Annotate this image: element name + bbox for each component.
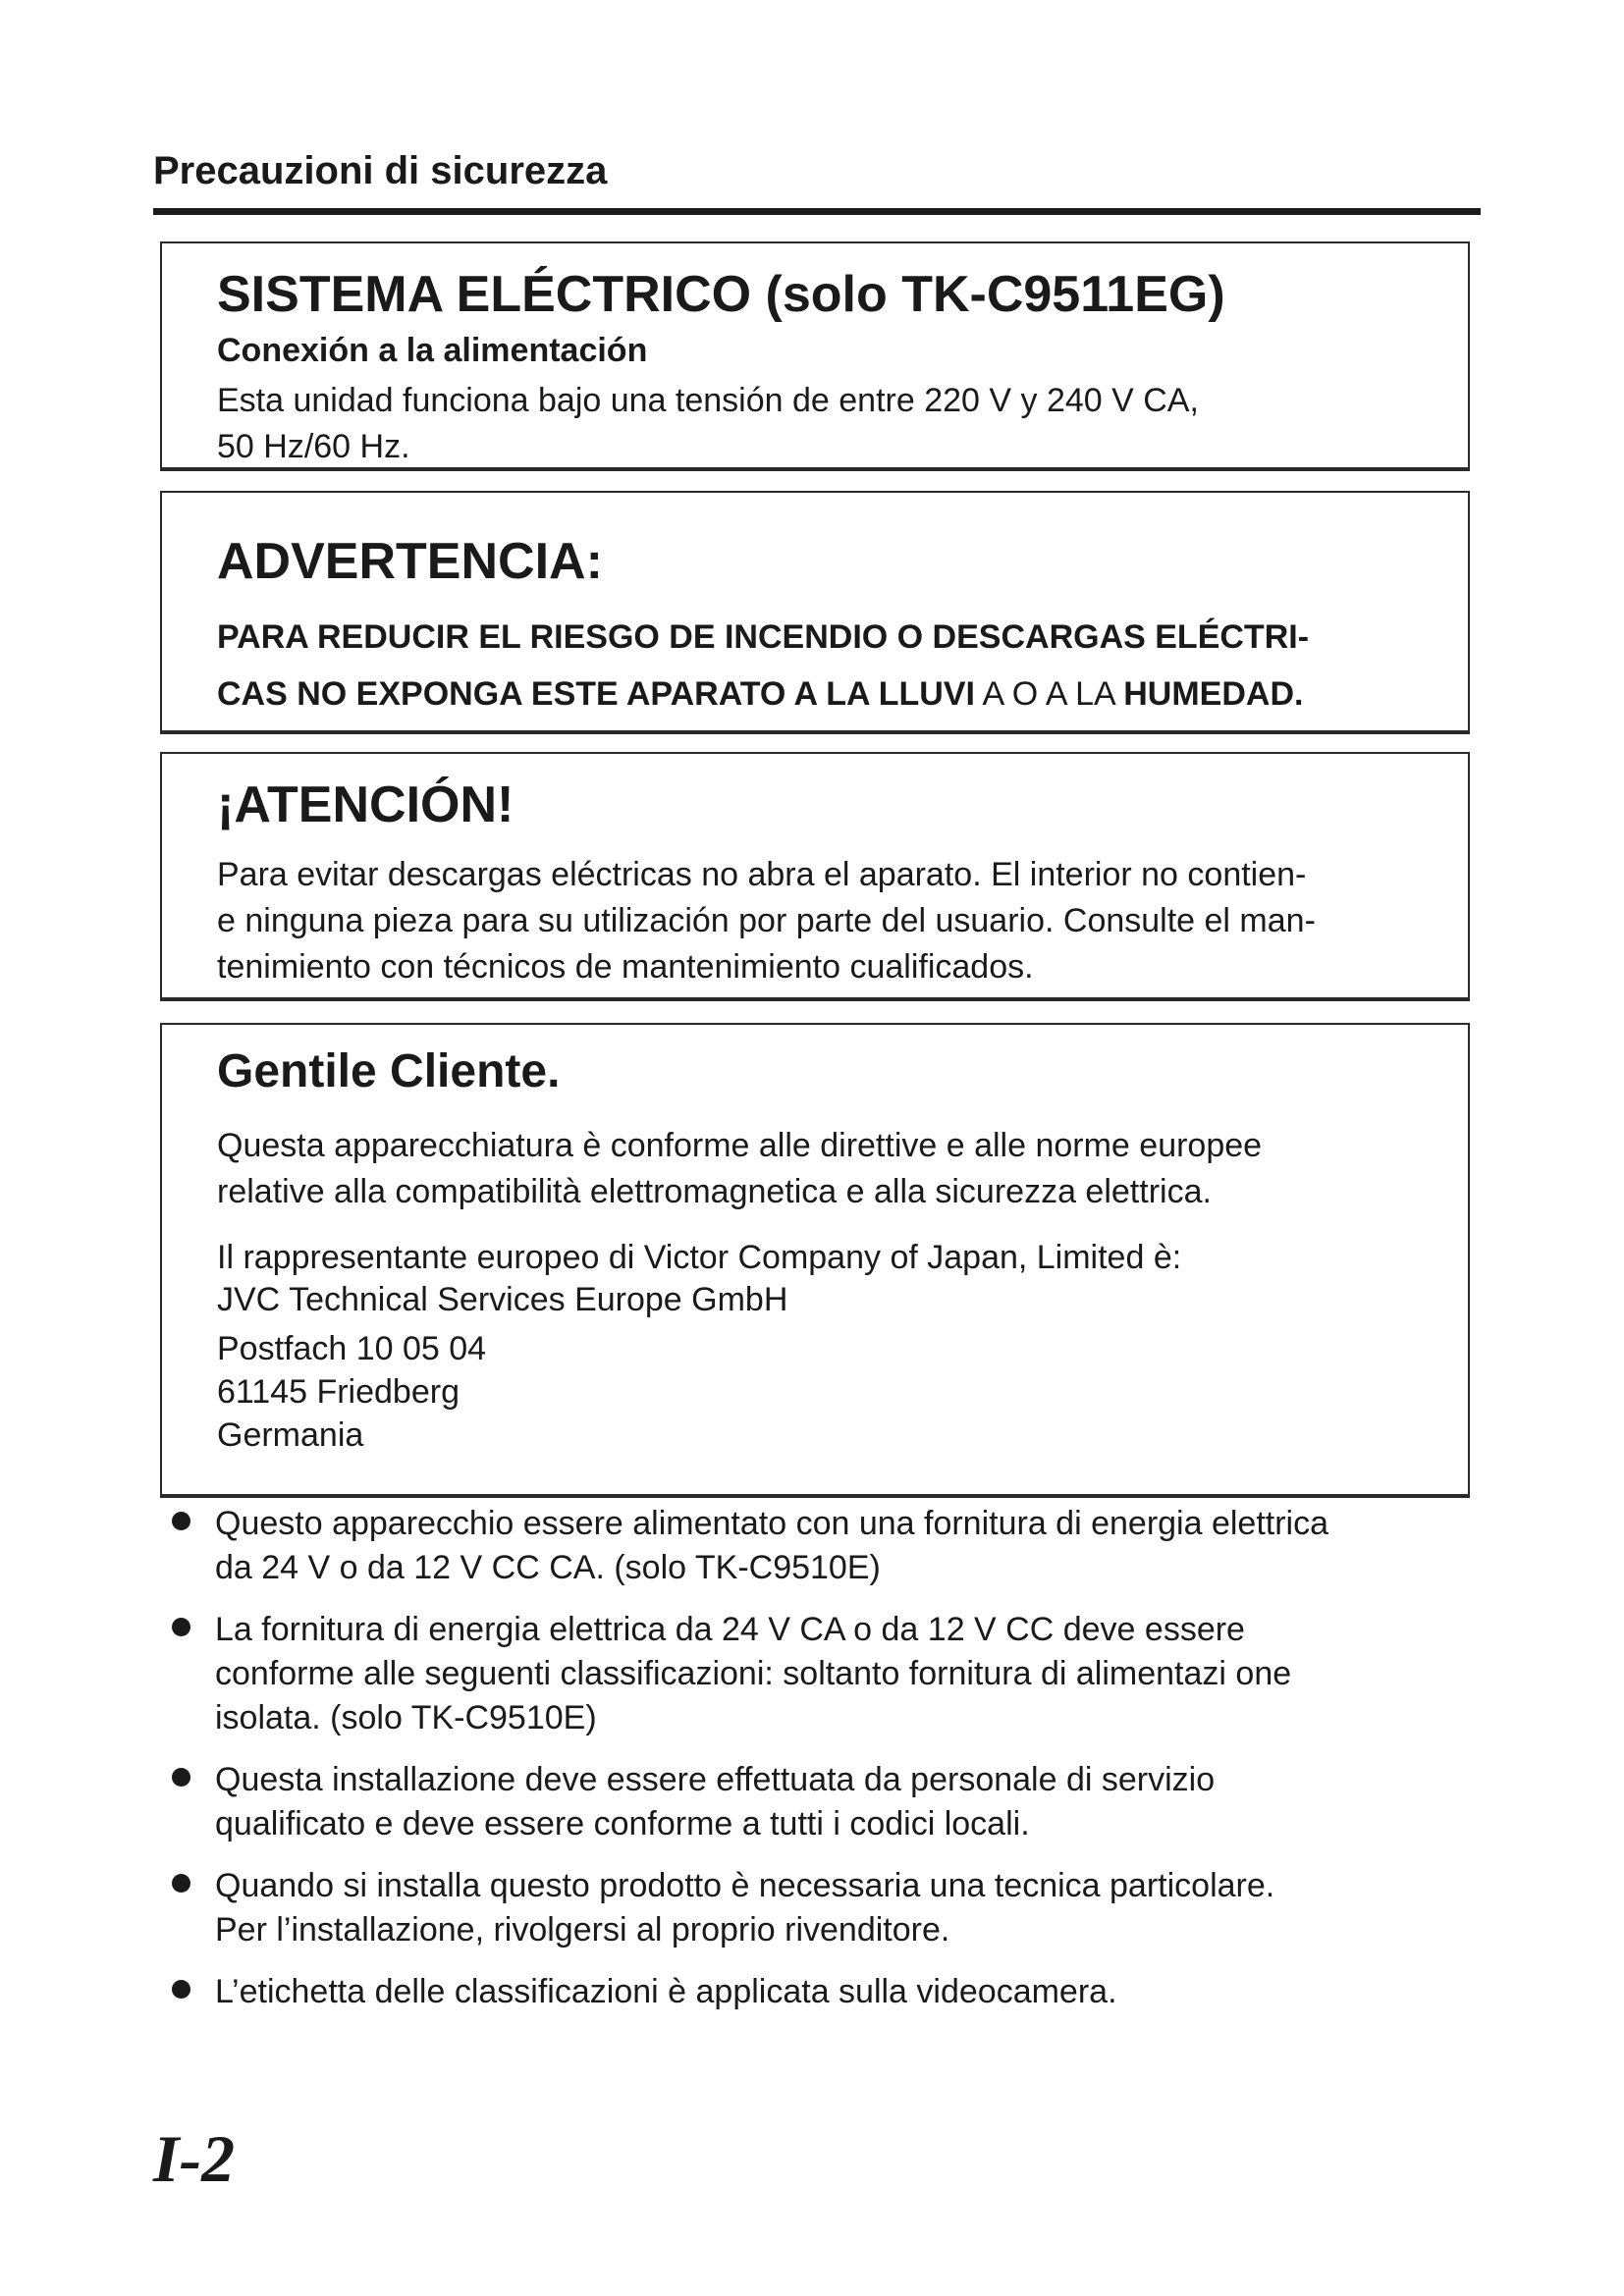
customer-title: Gentile Cliente. (217, 1045, 561, 1097)
section-header: Precauzioni di sicurezza (153, 149, 608, 192)
customer-address-line2: 61145 Friedberg (217, 1373, 460, 1411)
bullet-line: Per l’installazione, rivolgersi al proprio rivenditore. (215, 1911, 950, 1949)
customer-p2-line1: Il rappresentante europeo di Victor Company of Japan, Limited è: (217, 1239, 1182, 1276)
header-rule (153, 208, 1481, 215)
warning-title: ADVERTENCIA: (217, 533, 603, 590)
bullet-item (172, 1970, 1458, 2014)
page-number: I-2 (153, 2121, 236, 2196)
customer-address-line3: Germania (217, 1416, 364, 1454)
bullet-item (172, 1502, 1458, 1590)
warning-line1: PARA REDUCIR EL RIESGO DE INCENDIO O DESCARGAS ELÉCTRI- (217, 618, 1310, 656)
bullet-item (172, 1864, 1458, 1952)
warning-line2 (217, 666, 1429, 722)
attention-line2: e ninguna pieza para su utilización por parte del usuario. Consulte el man- (217, 902, 1316, 939)
bullet-dot-icon (172, 1874, 190, 1893)
bullet-item (172, 1758, 1458, 1846)
customer-paragraph-1 (217, 1123, 1429, 1215)
customer-paragraph-2 (217, 1237, 1429, 1321)
bullet-line: Questo apparecchio essere alimentato con una fornitura di energia elettrica (215, 1505, 1329, 1542)
customer-address-line1: Postfach 10 05 04 (217, 1330, 487, 1367)
bullet-list (172, 1502, 1458, 2032)
bullet-item (172, 1608, 1458, 1740)
warning-line2-normal: A O A LA (974, 675, 1124, 713)
bullet-line: conforme alle seguenti classificazioni: soltanto fornitura di alimentazi one (215, 1655, 1292, 1692)
bullet-dot-icon (172, 1512, 190, 1530)
bullet-line: qualificato e deve essere conforme a tutti i codici locali. (215, 1805, 1030, 1842)
warning-box (160, 491, 1470, 734)
attention-box (160, 752, 1470, 1001)
bullet-line: Quando si installa questo prodotto è necessaria una tecnica particolare. (215, 1867, 1275, 1904)
electrical-box (160, 241, 1470, 471)
customer-box (160, 1023, 1470, 1498)
bullet-dot-icon (172, 1618, 190, 1636)
attention-title: ¡ATENCIÓN! (217, 776, 514, 833)
electrical-text-line2: 50 Hz/60 Hz. (217, 428, 410, 465)
bullet-dot-icon (172, 1768, 190, 1787)
warning-line2-bold: CAS NO EXPONGA ESTE APARATO A LA LLUVI (217, 675, 975, 713)
bullet-dot-icon (172, 1980, 190, 1999)
customer-p2-line2: JVC Technical Services Europe GmbH (217, 1281, 788, 1318)
attention-line1: Para evitar descargas eléctricas no abra el aparato. El interior no contien- (217, 856, 1307, 893)
attention-text (217, 852, 1429, 990)
warning-text (217, 609, 1429, 722)
bullet-line: L’etichetta delle classificazioni è applicata sulla videocamera. (215, 1973, 1117, 2010)
customer-p1-line2: relative alla compatibilità elettromagnetica e alla sicurezza elettrica. (217, 1173, 1212, 1210)
customer-p1-line1: Questa apparecchiatura è conforme alle direttive e alle norme europee (217, 1127, 1263, 1164)
bullet-line: La fornitura di energia elettrica da 24 V CA o da 12 V CC deve essere (215, 1611, 1245, 1648)
electrical-text (217, 378, 1429, 470)
electrical-text-line1: Esta unidad funciona bajo una tensión de entre 220 V y 240 V CA, (217, 382, 1199, 419)
bullet-line: da 24 V o da 12 V CC CA. (solo TK-C9510E) (215, 1549, 881, 1586)
warning-line2-bold-end: HUMEDAD. (1123, 675, 1304, 713)
bullet-line: isolata. (solo TK-C9510E) (215, 1699, 597, 1736)
electrical-title: SISTEMA ELÉCTRICO (solo TK-C9511EG) (217, 266, 1225, 323)
customer-address (217, 1327, 1429, 1457)
bullet-line: Questa installazione deve essere effettuata da personale di servizio (215, 1761, 1216, 1798)
attention-line3: tenimiento con técnicos de mantenimiento cualificados. (217, 948, 1034, 986)
electrical-subtitle: Conexión a la alimentación (217, 332, 648, 369)
